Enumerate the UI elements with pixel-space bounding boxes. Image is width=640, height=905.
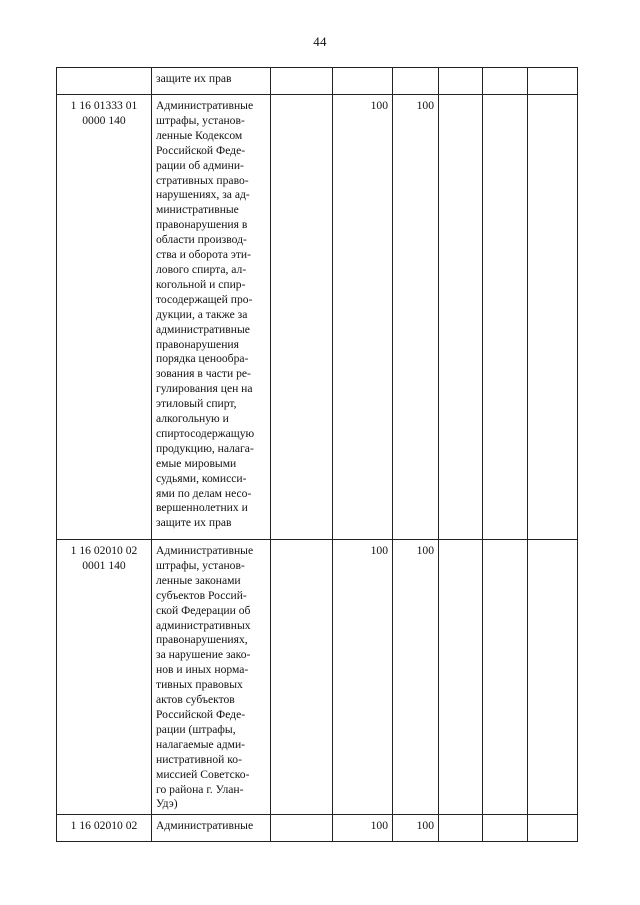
- table-row: [57, 95, 578, 540]
- value-cell: [528, 95, 578, 540]
- value-cell: [483, 68, 528, 95]
- row-name-cell: Административные штрафы, установ- ленные законами субъектов Россий- ской Федерации об административных правонарушениях, за нарушение зако- нов и иных норма- тивных правовых актов субъектов Российской Феде- рации (штрафы, налагаемые адми- нистративной ко- миссией Советско- го района г. Улан- Удэ): [152, 540, 271, 815]
- value-cell: 100: [393, 540, 439, 815]
- value-cell: [393, 68, 439, 95]
- value-cell: [271, 68, 333, 95]
- value-cell: [483, 815, 528, 842]
- budget-table: [56, 67, 578, 842]
- value-cell: 100: [333, 95, 393, 540]
- value-cell: 100: [393, 95, 439, 540]
- value-cell: [483, 540, 528, 815]
- row-code-cell: [57, 68, 152, 95]
- value-cell: [333, 68, 393, 95]
- value-cell: [439, 815, 483, 842]
- value-cell: [271, 95, 333, 540]
- page-number: 44: [313, 34, 327, 49]
- row-code-cell: 1 16 02010 02 0001 140: [57, 540, 152, 815]
- value-cell: [439, 95, 483, 540]
- value-cell: [271, 815, 333, 842]
- value-cell: [528, 815, 578, 842]
- row-name-cell: Административные: [152, 815, 271, 842]
- value-cell: [271, 540, 333, 815]
- row-name-cell: защите их прав: [152, 68, 271, 95]
- row-name-cell: Административные штрафы, установ- ленные Кодексом Российской Феде- рации об админи- стративных право- нарушениях, за ад- министративные правонарушения в области производ- ства и оборота эти- лового спирта, ал- когольной и спир- тосодержащей про- дукции, а также за административные правонарушения порядка ценообра- зования в части ре- гулирования цен на этиловый спирт, алкогольную и спиртосодержащую продукцию, налага- емые мировыми судьями, комисси- ями по делам несо- вершеннолетних и защите их прав: [152, 95, 271, 540]
- value-cell: 100: [393, 815, 439, 842]
- row-code-cell: 1 16 02010 02: [57, 815, 152, 842]
- value-cell: [483, 95, 528, 540]
- table-row: [57, 815, 578, 842]
- value-cell: [528, 540, 578, 815]
- table-row: [57, 540, 578, 815]
- row-code-cell: 1 16 01333 01 0000 140: [57, 95, 152, 540]
- table-row: [57, 68, 578, 95]
- value-cell: [439, 540, 483, 815]
- value-cell: [439, 68, 483, 95]
- value-cell: 100: [333, 540, 393, 815]
- value-cell: 100: [333, 815, 393, 842]
- value-cell: [528, 68, 578, 95]
